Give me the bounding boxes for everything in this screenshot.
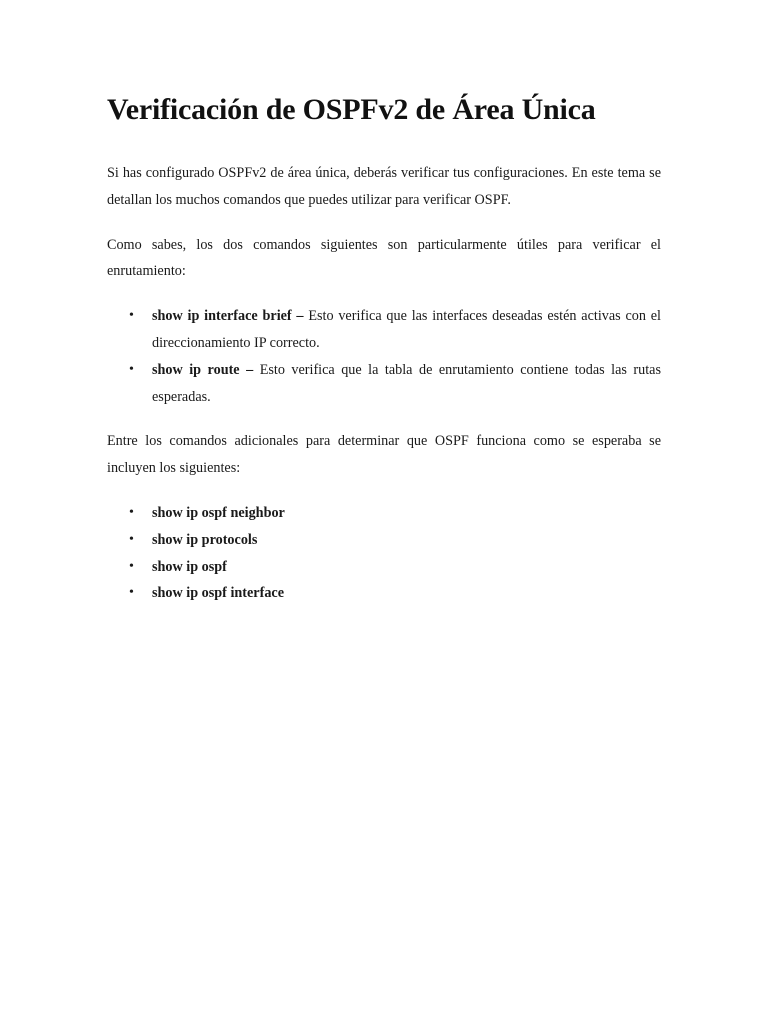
additional-commands-paragraph: Entre los comandos adicionales para determinar que OSPF funciona como se esperaba se incluyen los siguientes: xyxy=(107,433,661,477)
bullet-icon: • xyxy=(129,585,134,601)
bullet-icon: • xyxy=(129,531,134,547)
routing-commands-paragraph: Como sabes, los dos comandos siguientes son particularmente útiles para verificar el enrutamiento: xyxy=(107,236,661,280)
bullet-icon: • xyxy=(129,504,134,520)
command-name: show ip ospf neighbor xyxy=(152,504,285,521)
intro-paragraph: Si has configurado OSPFv2 de área única, deberás verificar tus configuraciones. En este tema se detallan los muchos comandos que puedes utilizar para verificar OSPF. xyxy=(107,165,661,208)
document-page xyxy=(107,88,661,607)
bullet-icon: • xyxy=(129,361,134,377)
bullet-icon: • xyxy=(129,558,134,574)
list-item xyxy=(107,527,661,554)
page-title: Verificación de OSPFv2 de Área Única xyxy=(107,93,596,126)
command-name: show ip interface brief – xyxy=(152,308,304,325)
routing-commands-list xyxy=(107,303,661,410)
list-item xyxy=(107,303,661,357)
list-item xyxy=(107,554,661,581)
list-item xyxy=(107,500,661,527)
list-item xyxy=(107,357,661,411)
list-item xyxy=(107,580,661,607)
command-name: show ip ospf xyxy=(152,558,227,575)
command-description: Esto verifica que la tabla de enrutamiento contiene todas las rutas esperadas. xyxy=(152,361,662,405)
command-name: show ip ospf interface xyxy=(152,585,285,602)
command-name: show ip protocols xyxy=(152,531,258,548)
command-description: Esto verifica que las interfaces deseadas estén activas con el direccionamiento IP correcto. xyxy=(152,308,661,351)
ospf-commands-list xyxy=(107,500,661,607)
command-name: show ip route – xyxy=(152,361,254,378)
bullet-icon: • xyxy=(129,308,134,324)
